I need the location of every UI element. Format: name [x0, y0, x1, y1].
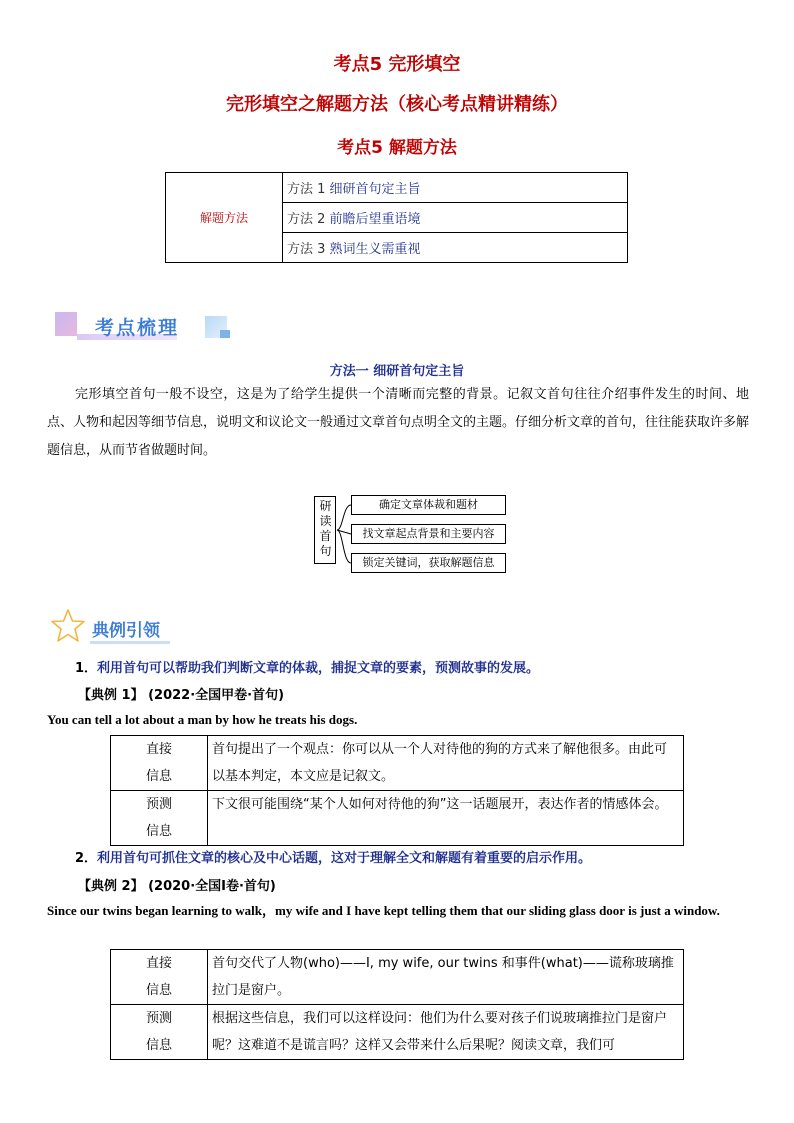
- example-two-table: [110, 949, 684, 1060]
- method-text: 前瞻后望重语境: [329, 212, 421, 227]
- banner-title: 考点梳理: [95, 317, 180, 339]
- table-row: [111, 950, 684, 1005]
- row-content: 首句交代了人物(who)——I, my wife, our twins 和事件(what)——谎称玻璃推拉门是窗户。: [208, 950, 684, 1005]
- row-label: 直接 信息: [111, 736, 208, 791]
- page-title: 完形填空之解题方法（核心考点精讲精练）: [226, 94, 568, 115]
- examples-header: [50, 608, 250, 644]
- point-number: 1．: [75, 661, 98, 676]
- method-text: 细研首句定主旨: [329, 182, 421, 197]
- table-row: [111, 1005, 684, 1060]
- method-one-paragraph: 完形填空首句一般不设空，这是为了给学生提供一个清晰而完整的背景。记叙文首句往往介绍事件发生的时间、地点、人物和起因等细节信息，说明文和议论文一般通过文章首句点明全文的主题。仔细分析文章的首句，往往能获取许多解题信息，从而节省做题时间。: [47, 387, 750, 458]
- diagram-item: 锁定关键词，获取解题信息: [351, 553, 506, 573]
- method-one-title: 方法一 细研首句定主旨: [329, 364, 465, 379]
- banner-decoration: [220, 330, 230, 338]
- diagram-item: 找文章起点背景和主要内容: [351, 524, 506, 544]
- row-label: 直接 信息: [111, 950, 208, 1005]
- section-banner: [55, 312, 235, 344]
- first-sentence-diagram: [310, 490, 510, 580]
- method-number: 方法 3: [287, 242, 330, 257]
- method-row-3: [283, 233, 628, 263]
- row-label: 预测 信息: [111, 1005, 208, 1060]
- point-number: 2．: [75, 851, 98, 866]
- diagram-root: 研读首句: [314, 496, 336, 564]
- point-one: [75, 657, 539, 676]
- table-row: [111, 791, 684, 846]
- method-row-1: [283, 173, 628, 203]
- diagram-item: 确定文章体裁和题材: [351, 495, 506, 515]
- row-content: 首句提出了一个观点：你可以从一个人对待他的狗的方式来了解他很多。由此可以基本判定，本文应是记叙文。: [208, 736, 684, 791]
- section-title: 考点5 解题方法: [337, 138, 457, 158]
- point-text: 利用首句可以帮助我们判断文章的体裁，捕捉文章的要素，预测故事的发展。: [97, 661, 540, 676]
- row-label: 预测 信息: [111, 791, 208, 846]
- example-one-sentence: You can tell a lot about a man by how he treats his dogs.: [47, 712, 358, 727]
- point-text: 利用首句可抓住文章的核心及中心话题，这对于理解全文和解题有着重要的启示作用。: [97, 851, 592, 866]
- example-two-label: 【典例 2】 (2020·全国Ⅰ卷·首句): [78, 879, 276, 894]
- point-two: [75, 847, 591, 866]
- methods-table: [165, 172, 628, 263]
- examples-title: 典例引领: [92, 621, 160, 641]
- examples-underline: [90, 641, 170, 644]
- example-one-table: [110, 735, 684, 846]
- example-one-label: 【典例 1】 (2022·全国甲卷·首句): [78, 688, 285, 703]
- chapter-title: 考点5 完形填空: [333, 54, 461, 75]
- method-number: 方法 1: [287, 182, 330, 197]
- row-content: 下文很可能围绕“某个人如何对待他的狗”这一话题展开，表达作者的情感体会。: [208, 791, 684, 846]
- method-text: 熟词生义需重视: [329, 242, 421, 257]
- method-row-2: [283, 203, 628, 233]
- star-icon: [50, 608, 86, 644]
- example-two-sentence: Since our twins began learning to walk，my wife and I have kept telling them that our sliding glass door is just a window.: [47, 903, 720, 918]
- row-content: 根据这些信息，我们可以这样设问：他们为什么要对孩子们说玻璃推拉门是窗户呢？这难道不是谎言吗？这样又会带来什么后果呢？阅读文章，我们可: [208, 1005, 684, 1060]
- table-row: [111, 736, 684, 791]
- method-number: 方法 2: [287, 212, 330, 227]
- banner-decoration: [55, 312, 77, 336]
- methods-table-head: 解题方法: [166, 173, 283, 263]
